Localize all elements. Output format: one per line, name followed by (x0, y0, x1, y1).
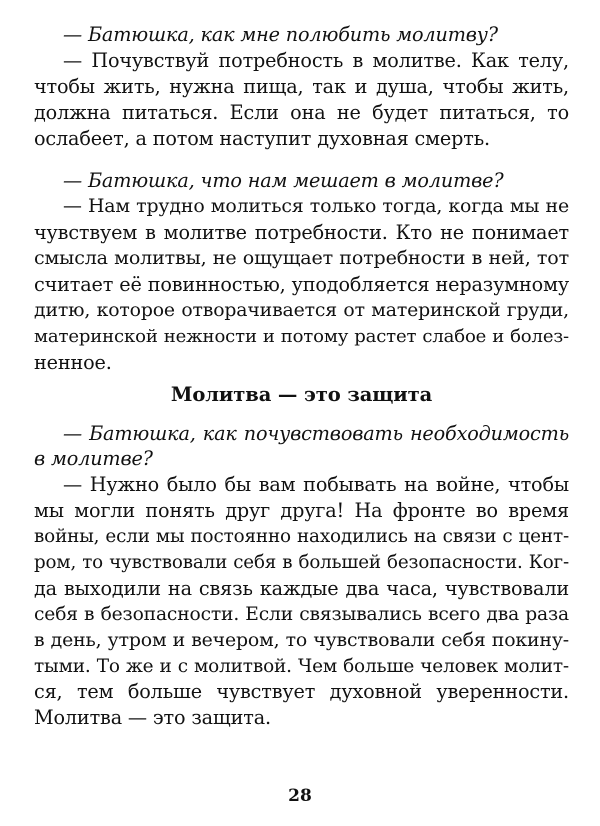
paragraph-gap (34, 151, 569, 168)
page-body (34, 22, 569, 731)
text-line: Молитва — это защита. (34, 706, 271, 730)
text-line: чтобы жить, нужна пища, так и душа, чтобы жить, (34, 74, 569, 98)
text-line: ослабеет, а потом наступит духовная смерть. (34, 126, 490, 150)
answer-paragraph (34, 472, 569, 731)
question-paragraph (34, 421, 569, 473)
text-line: ненное. (34, 350, 112, 374)
text-line: материнской нежности и потому растет слабое и болез- (34, 325, 569, 347)
text-line: должна питаться. Если она не будет питаться, то (34, 100, 569, 124)
text-line: в день, утром и вечером, то чувствовали себя покину- (34, 629, 569, 651)
text-line: — Батюшка, как почувствовать необходимость (63, 421, 569, 445)
text-line: — Батюшка, что нам мешает в молитве? (63, 169, 504, 193)
text-line: мы могли понять друг друга! На фронте во время (34, 499, 569, 523)
text-line: смысла молитвы, не ощущает потребности в ней, тот (34, 247, 569, 270)
text-line: ром, то чувствовали себя в большей безопасности. Ког- (34, 552, 569, 574)
text-line: — Почувствуй потребность в молитве. Как телу, (63, 48, 569, 72)
answer-paragraph (34, 194, 569, 375)
text-line: в молитве? (34, 447, 153, 471)
text-line: чувствуем в молитве потребности. Кто не понимает (34, 221, 569, 245)
text-line: себя в безопасности. Если связывались всего два раза (34, 603, 569, 625)
text-line: считает её повинностью, уподобляется неразумному (34, 273, 569, 297)
text-line: войны, если мы постоянно находились на связи с цент- (34, 526, 569, 548)
answer-paragraph (34, 48, 569, 152)
question-paragraph (34, 22, 569, 48)
text-line: дитю, которое отворачивается от материнской груди, (34, 299, 569, 321)
page-number: 28 (288, 786, 312, 806)
question-paragraph (34, 168, 569, 194)
section-heading: Молитва — это защита (170, 382, 433, 406)
text-line: — Нужно было бы вам побывать на войне, чтобы (63, 473, 569, 497)
text-line: тыми. То же и с молитвой. Чем больше человек молит- (34, 655, 569, 677)
text-line: — Нам трудно молиться только тогда, когда мы не (63, 195, 569, 218)
text-line: да выходили на связь каждые два часа, чувствовали (34, 576, 569, 600)
text-line: — Батюшка, как мне полюбить молитву? (63, 23, 498, 46)
text-line: ся, тем больше чувствует духовной уверенности. (34, 680, 569, 704)
